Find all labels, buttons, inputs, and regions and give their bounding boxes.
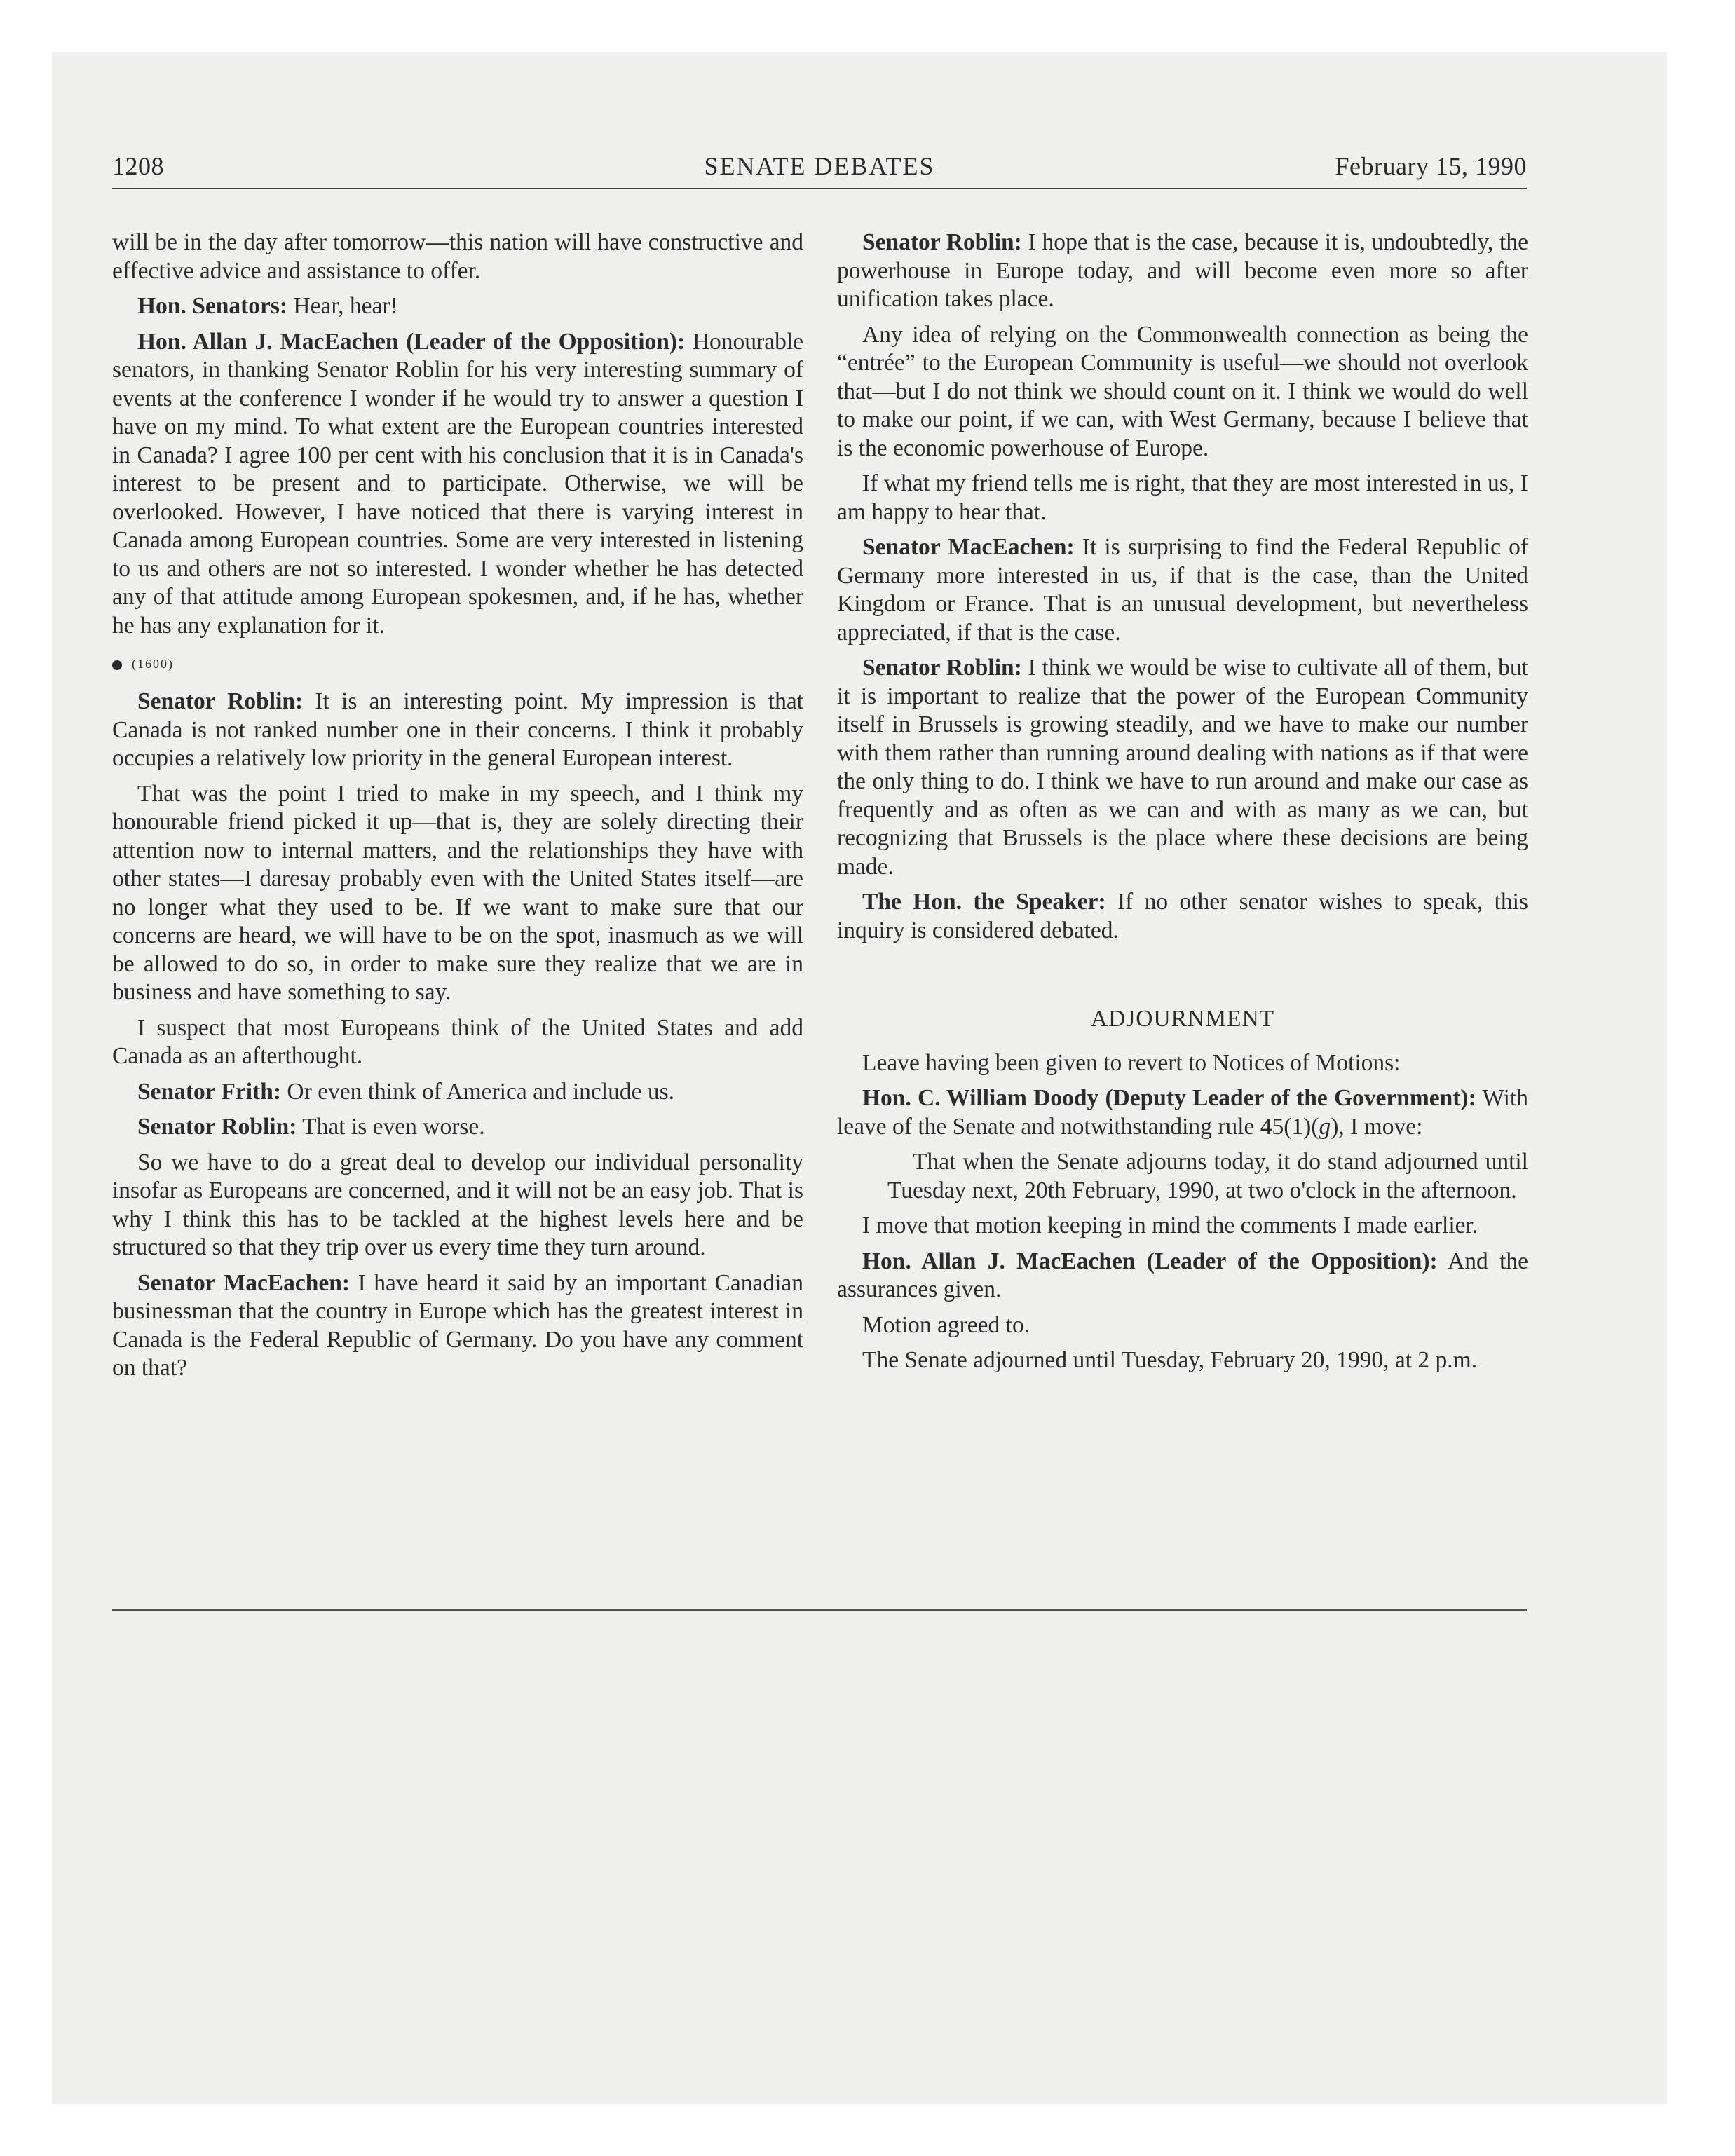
- paragraph: [112, 1078, 803, 1107]
- paragraph: That was the point I tried to make in my speech, and I think my honourable friend picked it up—that is, they are solely directing their attention now to internal matters, and the relationships they have with other states—I daresay probably even with the United States itself—are no longer what they used to be. If we want to make sure that our concerns are heard, we will have to be on the spot, inasmuch as we will be allowed to do so, in order to make sure they realize that we are in business and have something to say.: [112, 780, 803, 1005]
- speaker-name: Hon. Allan J. MacEachen (Leader of the Opposition):: [862, 1248, 1438, 1274]
- paragraph: Any idea of relying on the Commonwealth connection as being the “entrée” to the European Community is useful—we should not overlook that—but I do not think we should count on it. I think we would do well to make our point, if we can, with West Germany, because I believe that is the economic powerhouse of Europe.: [837, 321, 1528, 461]
- paragraph: I move that motion keeping in mind the comments I made earlier.: [862, 1213, 1478, 1239]
- paragraph: [112, 1113, 803, 1142]
- paragraph: So we have to do a great deal to develop our individual personality insofar as Europeans are concerned, and it will not be an easy job. That is why I think this has to be tackled at the highest levels here and be structured so that they trip over us every time they turn around.: [112, 1149, 803, 1260]
- paragraph: [837, 654, 1528, 881]
- speech-text: It is surprising to find the Federal Republic of Germany more interested in us, if that is the case, than the United Kingdom or France. That is an unusual development, but nevertheless appreciated, if that is the case.: [837, 534, 1528, 646]
- speaker-name: Hon. C. William Doody (Deputy Leader of the Government):: [862, 1085, 1476, 1111]
- publication-title: SENATE DEBATES: [704, 152, 935, 180]
- right-column: [837, 228, 1528, 1382]
- speech-text: That is even worse.: [297, 1114, 485, 1140]
- time-marker-text: (1600): [132, 657, 174, 671]
- left-column: [112, 228, 803, 1390]
- speech-text-italic: g: [1319, 1113, 1331, 1140]
- page-header: [112, 151, 1527, 189]
- paragraph: The Senate adjourned until Tuesday, February 20, 1990, at 2 p.m.: [862, 1347, 1478, 1373]
- speech-text: I have heard it said by an important Canadian businessman that the country in Europe which has the greatest interest in Canada is the Federal Republic of Germany. Do you have any comment on that?: [112, 1269, 803, 1381]
- paragraph: [837, 888, 1528, 945]
- time-marker: [112, 655, 803, 672]
- speech-text: With leave of the Senate and notwithstanding rule 45(1)(: [837, 1085, 1528, 1140]
- footer-rule: [112, 1609, 1527, 1611]
- paragraph: [837, 533, 1528, 647]
- speaker-name: Hon. Senators:: [137, 293, 288, 319]
- paragraph: will be in the day after tomorrow—this nation will have constructive and effective advice and assistance to offer.: [112, 229, 803, 284]
- paragraph: [112, 688, 803, 773]
- paragraph: [112, 292, 803, 321]
- paragraph: [837, 228, 1528, 314]
- speech-text: Or even think of America and include us.: [281, 1078, 674, 1105]
- motion-quote: That when the Senate adjourns today, it do stand adjourned until Tuesday next, 20th February, 1990, at two o'clock in the afternoon.: [887, 1149, 1528, 1203]
- bullet-icon: [112, 660, 122, 670]
- paragraph: [112, 1269, 803, 1383]
- speech-text: Hear, hear!: [287, 293, 398, 319]
- speaker-name: Hon. Allan J. MacEachen (Leader of the Opposition):: [137, 328, 686, 355]
- paragraph: Motion agreed to.: [862, 1311, 1030, 1338]
- paragraph: Leave having been given to revert to Notices of Motions:: [862, 1049, 1401, 1076]
- speech-text: ), I move:: [1331, 1113, 1423, 1140]
- paragraph: If what my friend tells me is right, that they are most interested in us, I am happy to hear that.: [837, 470, 1528, 525]
- speech-text: If no other senator wishes to speak, this inquiry is considered debated.: [837, 889, 1528, 943]
- speaker-name: The Hon. the Speaker:: [862, 889, 1106, 915]
- paragraph: [112, 328, 803, 641]
- page-number: 1208: [112, 152, 164, 180]
- speaker-name: Senator Roblin:: [862, 229, 1022, 255]
- speech-text: I think we would be wise to cultivate all of them, but it is important to realize that the power of the European Community itself in Brussels is growing steadily, and we have to make our number with them rather than running around dealing with nations as if that were the only thing to do. I think we have to run around and make our case as frequently and as often as we can and with as many as we can, but recognizing that Brussels is the place where these decisions are being made.: [837, 655, 1528, 880]
- speech-text: Honourable senators, in thanking Senator Roblin for his very interesting summary of events at the conference I wonder if he would try to answer a question I have on my mind. To what extent are the European countries interested in Canada? I agree 100 per cent with his conclusion that it is in Canada's interest to be present and to participate. Otherwise, we will be overlooked. However, I have noticed that there is varying interest in Canada among European countries. Some are very interested in listening to us and others are not so interested. I wonder whether he has detected any of that attitude among European spokesmen, and, if he has, whether he has any explanation for it.: [112, 328, 803, 639]
- page-date: February 15, 1990: [1335, 152, 1527, 180]
- paragraph: [837, 1248, 1528, 1304]
- speech-text: I hope that is the case, because it is, undoubtedly, the powerhouse in Europe today, and will become even more so after unification takes place.: [837, 229, 1528, 312]
- speech-text: It is an interesting point. My impression is that Canada is not ranked number one in their concerns. I think it probably occupies a relatively low priority in the general European interest.: [112, 688, 803, 771]
- paragraph: [837, 1084, 1528, 1141]
- speech-text: And the assurances given.: [837, 1248, 1529, 1302]
- speaker-name: Senator Roblin:: [137, 1114, 297, 1140]
- speaker-name: Senator Frith:: [137, 1078, 282, 1105]
- speaker-name: Senator Roblin:: [862, 655, 1022, 681]
- speaker-name: Senator MacEachen:: [137, 1269, 351, 1296]
- speaker-name: Senator Roblin:: [137, 688, 304, 714]
- scanned-page: [52, 52, 1667, 2104]
- section-heading: ADJOURNMENT: [1090, 1006, 1275, 1032]
- paragraph: I suspect that most Europeans think of the United States and add Canada as an afterthought.: [112, 1014, 803, 1069]
- speaker-name: Senator MacEachen:: [862, 534, 1075, 560]
